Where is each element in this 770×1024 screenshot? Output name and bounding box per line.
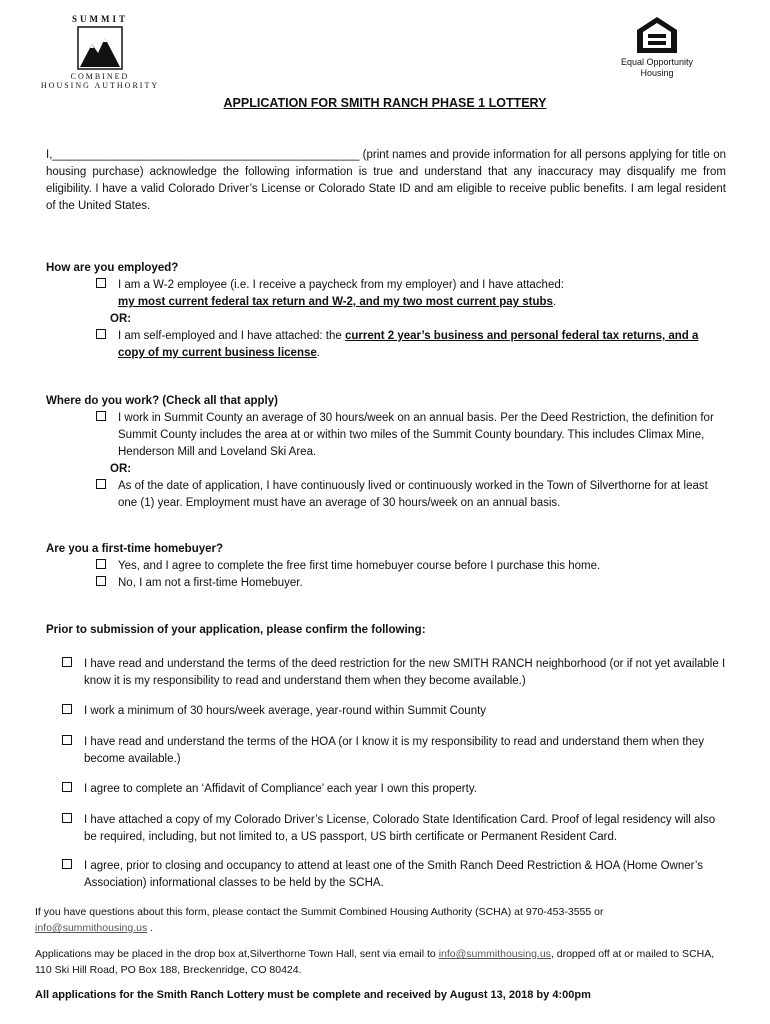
apps-pre-text: Applications may be placed in the drop box at,Silverthorne Town Hall, sent via email to [35,948,439,960]
confirm-item [62,812,726,846]
logo-text-housing-authority: HOUSING AUTHORITY [40,81,160,90]
self-employed-checkbox[interactable] [96,329,106,339]
confirm-license-text: I have attached a copy of my Colorado Driver’s License, Colorado State Identification Card. Proof of legal residency will also be required, including, but not limited to, a US passport, US birth certificate or Permanent Resident Card. [84,814,716,843]
eho-line2: Housing [640,68,674,78]
employment-heading: How are you employed? [46,262,179,274]
summit-county-checkbox[interactable] [96,411,106,421]
homebuyer-heading: Are you a first-time homebuyer? [46,543,224,555]
confirm-hoa-text: I have read and understand the terms of the HOA (or I know it is my responsibility to read and understand them when they become available.) [84,736,705,765]
confirm-item [62,656,726,690]
homebuyer-no-checkbox[interactable] [96,576,106,586]
logo-text-summit: SUMMIT [72,14,128,24]
confirm-item [62,734,726,768]
scha-logo [38,14,162,90]
questions-end: . [147,922,154,934]
email-link-2[interactable]: info@summithousing.us [438,948,551,960]
eho-line1: Equal Opportunity [620,57,694,67]
logo-text-combined: COMBINED [70,72,130,81]
silverthorne-text: As of the date of application, I have continuously lived or continuously worked in the Town of Silverthorne for at least one (1) year. Employment must have an average of 30 hours/week on an annual basis. [118,480,708,509]
equal-housing-logo [612,16,702,79]
confirm-item [62,858,726,892]
self-employed-period: . [316,347,320,359]
questions-note [35,904,725,936]
silverthorne-checkbox[interactable] [96,479,106,489]
work-option-silverthorne [96,478,726,512]
confirm-deed-checkbox[interactable] [62,657,72,667]
confirm-license-checkbox[interactable] [62,813,72,823]
confirm-hours-text: I work a minimum of 30 hours/week average, year-round within Summit County [84,705,487,717]
w2-period: . [552,296,557,308]
confirm-deed-text: I have read and understand the terms of the deed restriction for the new SMITH RANCH neighborhood (or if not yet available I know it is my responsibility to read and understand them when they become available.) [84,658,726,687]
apps-post-text: , dropped off at or mailed to SCHA, 110 Ski Hill Road, PO Box 188, Breckenridge, CO 80424. [35,948,715,976]
employment-or: OR: [110,313,132,325]
summit-county-text: I work in Summit County an average of 30 hours/week on an annual basis. Per the Deed Restriction, the definition for Summit County includes the area at or within two miles of the Summit County boundary. This includes Climax Mine, Henderson Mill and Loveland Ski Area. [118,412,714,458]
self-employed-required-docs: current 2 year’s business and personal federal tax returns, and a copy of my current business license [118,330,699,359]
confirm-affidavit-text: I agree to complete an ‘Affidavit of Compliance’ each year I own this property. [84,783,477,795]
intro-paragraph [46,147,726,215]
homebuyer-yes-checkbox[interactable] [96,559,106,569]
deadline-note: All applications for the Smith Ranch Lottery must be complete and received by August 13, 2018 by 4:00pm [35,989,591,1001]
confirm-affidavit-checkbox[interactable] [62,782,72,792]
employment-option-w2 [96,277,726,311]
homebuyer-yes-text: Yes, and I agree to complete the free first time homebuyer course before I purchase this home. [118,560,601,572]
email-link[interactable]: info@summithousing.us [35,922,148,934]
w2-required-docs: my most current federal tax return and W-2, and my two most current pay stubs [118,296,553,308]
confirm-heading: Prior to submission of your application, please confirm the following: [46,624,426,636]
confirm-hoa-checkbox[interactable] [62,735,72,745]
w2-text: I am a W-2 employee (i.e. I receive a paycheck from my employer) and I have attached: [118,279,564,291]
page-title: APPLICATION FOR SMITH RANCH PHASE 1 LOTTERY [223,96,547,110]
intro-prefix: I, [46,149,53,161]
work-or: OR: [110,463,132,475]
applications-note [35,946,725,978]
mountain-logo-icon [77,26,123,70]
homebuyer-option-yes [96,558,726,575]
confirm-hours-checkbox[interactable] [62,704,72,714]
confirm-classes-text: I agree, prior to closing and occupancy to attend at least one of the Smith Ranch Deed Restriction & HOA (Home Owner’s Association) informational classes to be held by the SCHA. [84,860,703,889]
homebuyer-no-text: No, I am not a first-time Homebuyer. [118,577,303,589]
work-heading: Where do you work? (Check all that apply) [46,395,278,407]
questions-text: If you have questions about this form, please contact the Summit Combined Housing Authority (SCHA) at 970-453-3555 or [35,906,604,918]
confirm-classes-checkbox[interactable] [62,859,72,869]
equal-housing-icon [636,16,678,54]
work-option-summit [96,410,726,461]
employment-option-self [96,328,726,362]
names-blank[interactable]: ________________________________________________ [52,149,360,161]
homebuyer-option-no [96,575,726,592]
confirm-item [62,781,726,798]
self-employed-text: I am self-employed and I have attached: the [118,330,345,342]
confirm-item [62,703,726,720]
intro-rest: (print names and provide information for all persons applying for title on housing purchase) acknowledge the following information is true and understand that any inaccuracy may disqualify me from eligibility. I have a valid Colorado Driver’s License or Colorado State ID and am eligible to receive public benefits. I am legal resident of the United States. [46,149,726,212]
w2-checkbox[interactable] [96,278,106,288]
